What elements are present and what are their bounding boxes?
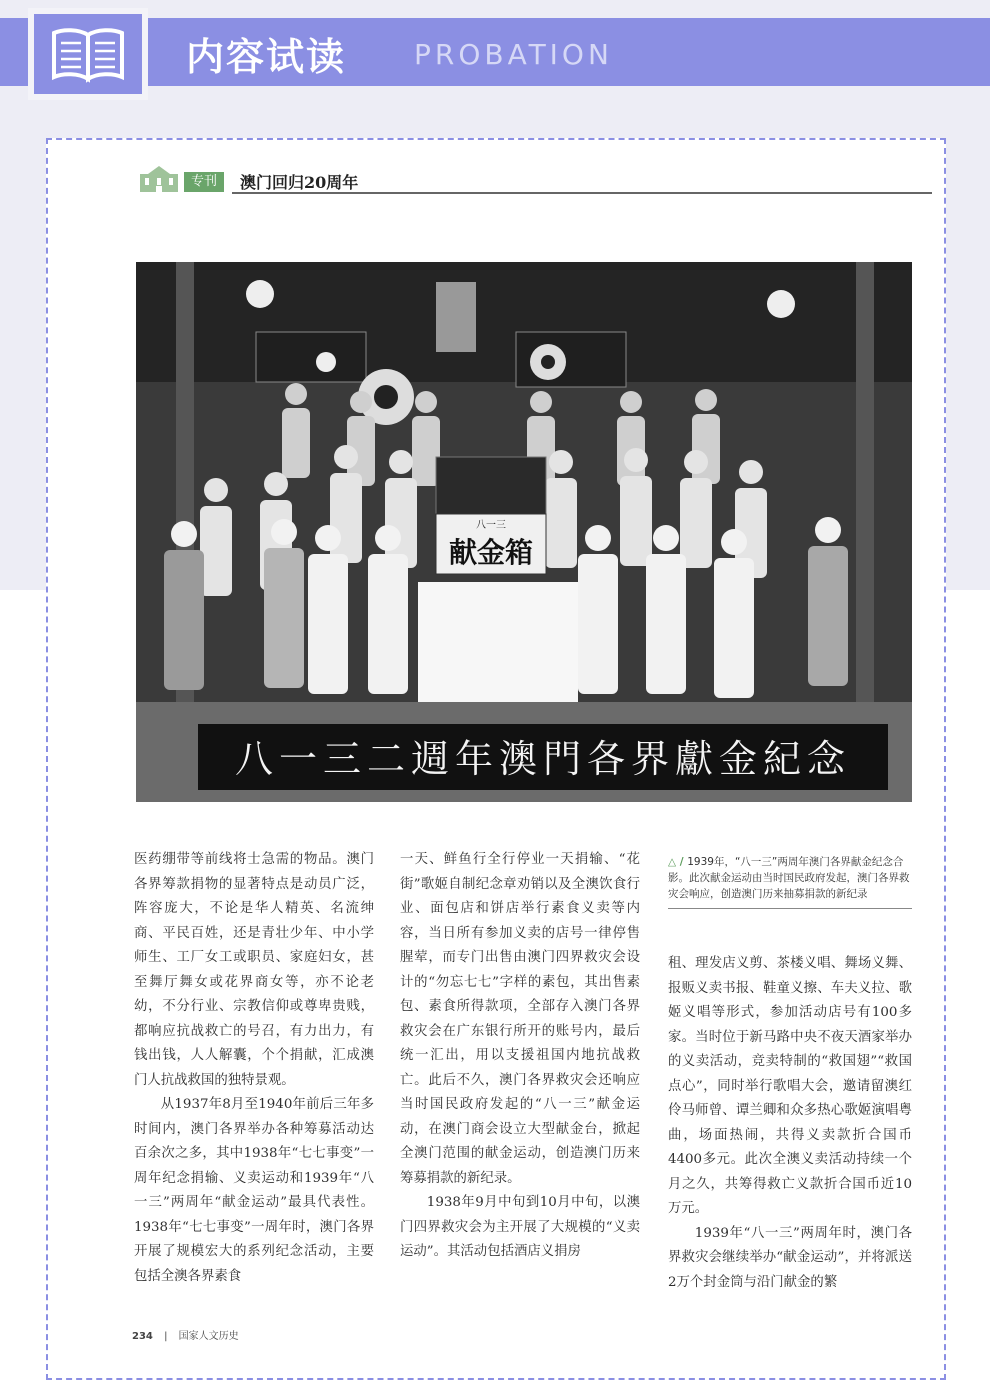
donation-box-label: 献金箱 [448, 536, 534, 569]
section-header [136, 170, 936, 196]
section-title: 澳门回归20周年 [240, 173, 359, 192]
ruins-of-st-paul-icon [136, 166, 182, 192]
paragraph: 租、理发店义剪、茶楼义唱、舞场义舞、报贩义卖书报、鞋童义擦、车夫义拉、歌姬义唱等形式，参加活动店号有100多家。当时位于新马路中央不夜天酒家举办的义卖活动，竞卖特制的“救国翅”“救国点心”，同时举行歌唱大会，邀请留澳红伶马师曾、谭兰卿和众多热心歌姬演唱粤曲，场面热闹，共得义卖款折合国币4400多元。此次全澳义卖活动持续一个月之久，共筹得救亡义款折合国币近10万元。 [668, 956, 912, 1216]
text-column-3 [668, 952, 912, 1295]
paragraph: 1938年9月中旬到10月中旬，以澳门四界救灾会为主开展了大规模的“义卖运动”。其活动包括酒店义捐房 [400, 1195, 640, 1259]
banner-title: 内容试读 [186, 35, 347, 79]
paragraph: 1939年“八一三”两周年时，澳门各界救灾会继续举办“献金运动”，并将派送2万个封金筒与沿门献金的繁 [668, 1225, 912, 1290]
photo-caption [668, 854, 912, 909]
historical-group-photo [136, 262, 912, 802]
table-cloth [418, 582, 578, 702]
header-rule [232, 192, 932, 194]
paragraph: 一天、鲜鱼行全行停业一天捐输、“花街”歌姬自制纪念章劝销以及全澳饮食行业、面包店和饼店举行素食义卖等内容，当日所有参加义卖的店号一律停售腥荤，而专门出售由澳门四界救灾会设计的“勿忘七七”字样的素包，其出售素包、素食所得款项，全部存入澳门各界救灾会在广东银行所开的账号内，最后统一汇出，用以支援祖国内地抗战救亡。此后不久，澳门各界救灾会还响应当时国民政府发起的“八一三”献金运动，在澳门商会设立大型献金台，掀起全澳门范围的献金运动，创造澳门历来筹募捐款的新纪录。 [400, 852, 640, 1186]
caption-text: 1939年，“八一三”两周年澳门各界献金纪念合影。此次献金运动由当时国民政府发起，澳门各界救灾会响应，创造澳门历来抽募捐款的新纪录 [668, 856, 910, 900]
page-number: 234 [132, 1331, 153, 1342]
donation-box-small-label: 八一三 [476, 520, 506, 531]
footer-separator: | [164, 1331, 168, 1342]
paragraph: 医药绷带等前线将士急需的物品。澳门各界筹款捐物的显著特点是动员广泛，阵容庞大，不论是华人精英、名流绅商、平民百姓，还是青壮少年、中小学师生、工厂女工或职员、家庭妇女，甚至舞厅舞女或花界商女等，亦不论老幼，不分行业、宗教信仰或尊卑贵贱，都响应抗战救亡的号召，有力出力，有钱出钱，人人解囊，个个捐献，汇成澳门人抗战救国的独特景观。 [134, 852, 374, 1088]
magazine-name: 国家人文历史 [178, 1331, 239, 1342]
open-book-icon [49, 25, 127, 83]
page-footer [132, 1327, 239, 1342]
commemorative-banner-text: 八一三二週年澳門各界獻金紀念 [234, 737, 852, 781]
text-column-2 [400, 848, 640, 1265]
text-column-1 [134, 848, 374, 1289]
book-icon-box [28, 8, 148, 100]
caption-triangle-icon: △ / [668, 856, 688, 868]
section-tag: 专刊 [184, 172, 224, 192]
banner-subtitle: PROBATION [414, 38, 613, 71]
paragraph: 从1937年8月至1940年前后三年多时间内，澳门各界举办各种筹募活动达百余次之多，其中1938年“七七事变”一周年纪念捐输、义卖运动和1939年“八一三”两周年“献金运动”最具代表性。1938年“七七事变”一周年时，澳门各界开展了规模宏大的系列纪念活动，主要包括全澳各界素食 [134, 1097, 374, 1284]
